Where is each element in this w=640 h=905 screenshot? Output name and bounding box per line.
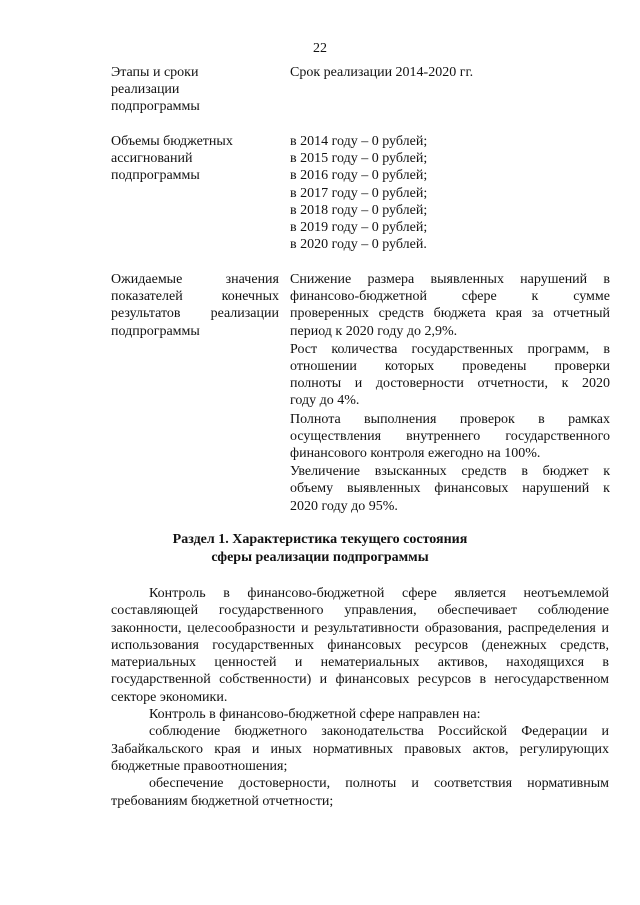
body-paragraph: Контроль в финансово-бюджетной сфере направлен на: [149, 707, 481, 723]
result-paragraph [290, 271, 610, 340]
result-line: Снижение размера выявленных нарушений в [290, 272, 610, 287]
label-line: Этапы и сроки [111, 65, 199, 80]
heading-line: сферы реализации подпрограммы [211, 550, 429, 565]
result-line: Полнота выполнения проверок в рамках [290, 411, 610, 427]
label-line: результатов реализации [111, 306, 279, 322]
label-line: реализации [111, 82, 180, 98]
result-line: проверенных средств бюджета края за отчетный [290, 306, 610, 322]
result-line: финансово-бюджетной сфере к сумме [290, 289, 610, 305]
stages-label [111, 64, 279, 116]
results-label [111, 271, 279, 340]
body-paragraph: соблюдение бюджетного законодательства Российской Федерации и Забайкальского края и иных нормативных правовых актов, регулирующих бюджетные правоотношения; [111, 724, 609, 774]
budget-values [290, 133, 610, 253]
result-line: 2020 году до 95%. [290, 498, 398, 514]
result-line: году до 4%. [290, 393, 360, 409]
label-line: подпрограммы [111, 323, 200, 339]
label-line: подпрограммы [111, 99, 200, 115]
result-line: объему выявленных финансовых нарушений к [290, 481, 610, 497]
budget-year-line: в 2016 году – 0 рублей; [290, 168, 428, 184]
label-line: Объемы бюджетных [111, 134, 233, 149]
result-paragraph [290, 463, 610, 515]
body-paragraph: обеспечение достоверности, полноты и соответствия нормативным требованиям бюджетной отчетности; [111, 776, 609, 809]
body-paragraph: Контроль в финансово-бюджетной сфере является неотъемлемой составляющей государственного управления, обеспечивает соблюдение законности, целесообразности и результативности образования, распределения и использования государственных финансовых ресурсов (денежных средств, материальных ценностей и нематериальных активов, находящихся в государственной собственности) и финансовых ресурсов в негосударственном секторе экономики. [111, 586, 609, 705]
budget-year-line: в 2015 году – 0 рублей; [290, 151, 428, 167]
result-line: полноты и достоверности отчетности, к 2020 [290, 376, 610, 392]
budget-year-line: в 2017 году – 0 рублей; [290, 185, 428, 201]
budget-year-line: в 2020 году – 0 рублей. [290, 237, 427, 253]
result-line: Увеличение взысканных средств в бюджет к [290, 464, 610, 480]
stages-value: Срок реализации 2014-2020 гг. [290, 65, 474, 80]
budget-label [111, 133, 279, 185]
section-heading [0, 531, 640, 567]
section-body [111, 585, 609, 810]
budget-year-line: в 2014 году – 0 рублей; [290, 134, 428, 149]
results-values [290, 271, 610, 515]
label-line: показателей конечных [111, 289, 279, 305]
result-line: Рост количества государственных программ, в [290, 341, 610, 357]
result-line: период к 2020 году до 2,9%. [290, 323, 458, 339]
budget-year-line: в 2018 году – 0 рублей; [290, 202, 428, 218]
page-number: 22 [313, 41, 327, 56]
result-line: финансового контроля ежегодно на 100%. [290, 446, 541, 462]
result-paragraph [290, 341, 610, 410]
result-paragraph [290, 411, 610, 463]
budget-year-line: в 2019 году – 0 рублей; [290, 220, 428, 236]
result-line: отношении которых проведены проверки [290, 359, 610, 375]
label-line: Ожидаемые значения [111, 272, 279, 287]
label-line: ассигнований [111, 151, 193, 167]
result-line: осуществления внутреннего государственного [290, 428, 610, 444]
heading-line: Раздел 1. Характеристика текущего состояния [172, 532, 468, 547]
label-line: подпрограммы [111, 168, 200, 184]
